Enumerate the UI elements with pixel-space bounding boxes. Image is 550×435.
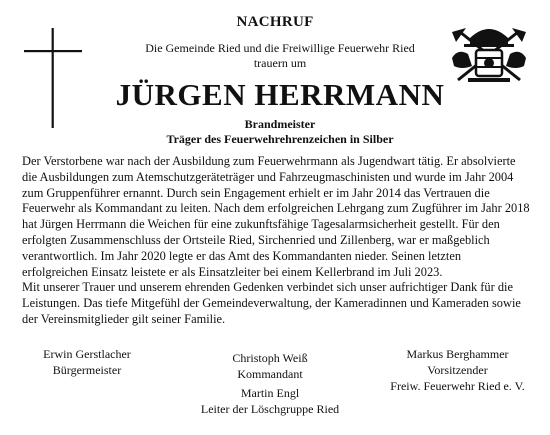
deceased-name: JÜRGEN HERRMANN — [115, 77, 445, 112]
signatory-name: Markus Berghammer — [406, 347, 509, 361]
intro-line: Die Gemeinde Ried und die Freiwillige Feuerwehr Ried — [145, 41, 415, 55]
signatory-role: Leiter der Löschgruppe Ried — [200, 402, 340, 416]
signature-chairman — [380, 346, 535, 394]
obituary-title: NACHRUF — [236, 14, 314, 30]
signature-mayor — [22, 346, 152, 378]
signatory-name: Erwin Gerstlacher — [43, 347, 131, 361]
deceased-honor: Träger des Feuerwehrehrenzeichen in Silber — [166, 132, 394, 146]
signatory-name: Christoph Weiß — [232, 351, 308, 365]
obituary-body — [22, 154, 530, 328]
signatory-role: Vorsitzender — [427, 363, 488, 377]
deceased-rank: Brandmeister — [244, 117, 316, 131]
signature-group-leader — [170, 385, 370, 417]
condolence-paragraph: Mit unserer Trauer und unserem ehrenden Gedenken verbindet sich unser aufrichtiger Dank für die Leistungen. Das tiefe Mitgefühl der Gemeindeverwaltung, der Kameradinnen und Kameraden sowie der Vereinsmitglieder gilt seiner Familie. — [22, 280, 521, 326]
signatory-role: Bürgermeister — [52, 363, 122, 377]
biography-paragraph: Der Verstorbene war nach der Ausbildung zum Feuerwehrmann als Jugendwart tätig. Er absolvierte die Ausbildungen zum Atemschutzgeräteträger und Fahrzeugmaschinisten und wurde im Jahr 2004 zum Gruppenführer ernannt. Durch sein Engagement erhielt er im Jahr 2014 das Vertrauen die Feuerwehr als Kommandant zu leiten. Nach dem erfolgreichen Lehrgang zum Zugführer im Jahr 2018 hat Jürgen Herrmann die Weichen für eine zukunftsfähige Tagesalarmsicherheit gestellt. Für den erfolgten Zusammenschluss der Ortsteile Ried, Sirchenried und Zillenberg, war er maßgeblich verantwortlich. Im Jahr 2020 legte er das Amt des Kommandanten nieder. Seinen letzten erfolgreichen Einsatz leistete er als Einsatzleiter bei einem Kellerbrand im Juli 2023. — [22, 154, 530, 279]
cross-icon — [24, 28, 82, 128]
signatory-name: Martin Engl — [240, 386, 300, 400]
signature-commander — [200, 350, 340, 382]
intro-line: trauern um — [253, 56, 307, 70]
signatory-role: Kommandant — [237, 367, 303, 381]
mourning-organizations — [100, 41, 460, 71]
signatory-organization: Freiw. Feuerwehr Ried e. V. — [390, 379, 525, 393]
